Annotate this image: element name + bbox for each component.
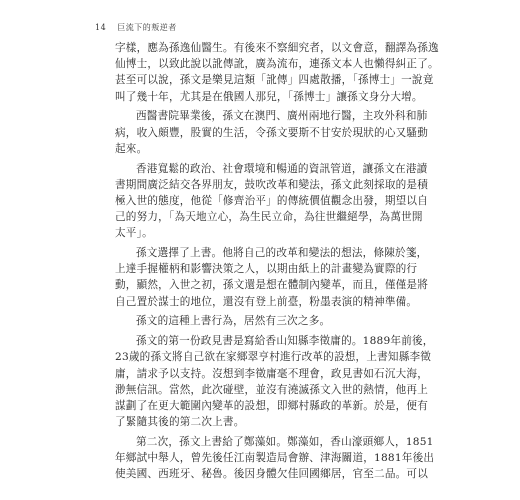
- text-line: 庸，請求予以支持。沒想到李徵庸毫不理會，政見書如石沉大海，: [115, 367, 429, 380]
- text-line: 西醫書院畢業後，孫文在澳門、廣州兩地行醫，主攻外科和肺: [136, 110, 428, 123]
- text-line: 孫文的第一份政見書是寫給香山知縣李徵庸的。1889年前後，: [136, 335, 434, 348]
- text-line: 第二次，孫文上書給了鄭藻如。鄭藻如，香山濠頭鄉人，1851: [136, 435, 434, 448]
- text-line: 渺無信訊。當然，此次碰壁，並沒有澆滅孫文入世的熱情，他再上: [115, 383, 429, 396]
- text-line: 動，顯然，入世之初，孫文還是想在體制內變革，而且，僅僅是將: [115, 279, 429, 292]
- paragraph: [115, 161, 429, 242]
- paragraph: [115, 313, 422, 329]
- text-line: 23歲的孫文將自己欲在家鄉翠亨村進行改革的設想，上書知縣李徵: [115, 351, 432, 364]
- text-line: 太平」。: [115, 227, 153, 240]
- body-text: [115, 40, 439, 482]
- paragraph: [115, 245, 429, 310]
- text-line: 使美國、西班牙、秘魯。後因身體欠佳回國鄉居，官至二品。可以: [115, 468, 429, 481]
- text-line: 謀劃了在更大範圍內變革的設想，即鄉村縣政的革新。於是，便有: [115, 399, 429, 412]
- paragraph: [115, 108, 429, 157]
- text-line: 極入世的態度，他從「修齊治平」的傳統價值觀念出發，期望以自: [115, 194, 429, 207]
- text-line: 香港寬鬆的政治、社會環境和暢通的資訊管道，讓孫文在港讀: [136, 162, 428, 175]
- text-line: 孫文的這種上書行為，居然有三次之多。: [136, 315, 331, 328]
- running-head: [95, 23, 177, 33]
- text-line: 孫文選擇了上書。他將自己的改革和變法的想法，條陳於箋，: [136, 247, 428, 260]
- page-number: 14: [95, 23, 107, 32]
- running-title: 巨流下的叛逆者: [117, 23, 177, 32]
- paragraph: [115, 40, 439, 105]
- text-line: 起來。: [115, 142, 148, 155]
- text-line: 上達手握權柄和影響決策之人，以期由紙上的計畫變為實際的行: [115, 263, 418, 276]
- text-line: 書期間廣泛結交各界朋友，鼓吹改革和變法，孫文此刻採取的是積: [115, 178, 429, 191]
- paragraph: [115, 333, 434, 430]
- text-line: 自己置於謀士的地位，還沒有登上前臺，粉墨表演的精神準備。: [115, 295, 418, 308]
- text-line: 字樣，應為孫逸仙醫生。有後來不察細究者，以文會意，翻譯為孫逸: [115, 42, 439, 54]
- text-line: 己的努力，「為天地立心，為生民立命，為往世繼絕學，為萬世開: [115, 211, 423, 224]
- text-line: 叫了幾十年，尤其是在俄國人那兒，「孫博士」讓孫文身分大增。: [115, 90, 423, 103]
- text-line: 了緊隨其後的第二次上書。: [115, 416, 245, 429]
- text-line: 甚至可以說，孫文是樂見這類「訛傳」四處散播，「孫博士」一說竟: [115, 74, 434, 87]
- paragraph: [115, 434, 435, 483]
- text-line: 病，收入頗豐，股實的生活，令孫文要斯不甘安於現狀的心又騷動: [115, 126, 429, 139]
- text-line: 仙博士，以致此說以訛傳訛，廣為流布，連孫文本人也懶得糾正了。: [115, 58, 439, 71]
- text-line: 年鄉試中舉人，曾先後任江南製造局會辦、津海關道，1881年後出: [115, 452, 435, 465]
